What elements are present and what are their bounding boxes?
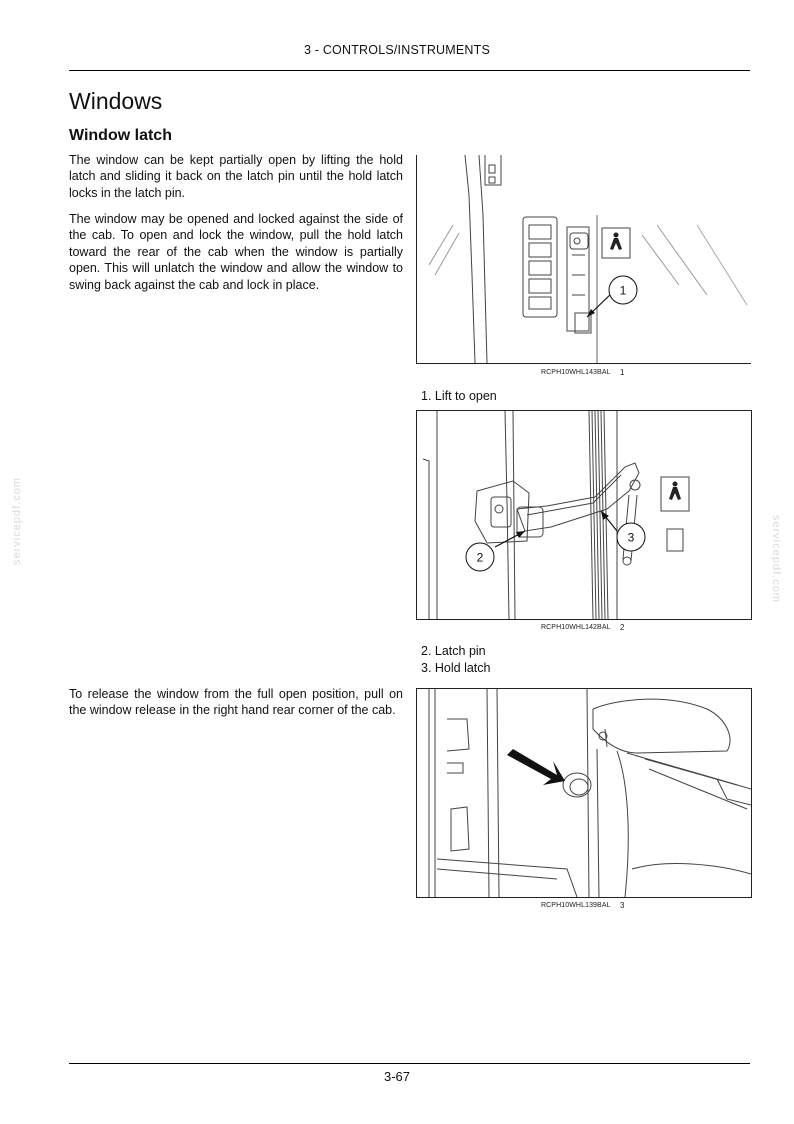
callout-1-label: 1 — [619, 283, 627, 298]
running-header: 3 - CONTROLS/INSTRUMENTS — [303, 43, 491, 57]
figure-window-latch-lift — [416, 155, 751, 364]
figure-2-legend-item-3: 3. Hold latch — [421, 661, 491, 675]
figure-2-illustration — [417, 411, 751, 619]
figure-1-code: RCPH10WHL143BAL — [541, 369, 611, 376]
paragraph-release: To release the window from the full open position, pull on the window release in the right hand rear corner of the cab. — [69, 687, 403, 718]
callout-3-label: 3 — [627, 530, 635, 545]
header-rule — [69, 70, 750, 71]
paragraph-open-and-lock: The window may be opened and locked against the side of the cab. To open and lock the window, pull the hold latch toward the rear of the cab when the window is partially open. This will unlatch the window and allow the window to swing back against the cab and lock in place. — [69, 212, 403, 292]
figure-2-code: RCPH10WHL142BAL — [541, 624, 611, 631]
page-number: 3-67 — [383, 1069, 411, 1084]
figure-latch-pin-hold-latch — [416, 410, 752, 620]
watermark-left: servicepdf.com — [11, 477, 23, 565]
figure-window-release — [416, 688, 752, 898]
figure-1-number: 1 — [620, 368, 625, 377]
paragraph-partial-open: The window can be kept partially open by lifting the hold latch and sliding it back on the latch pin until the hold latch locks in the latch pin. — [69, 153, 403, 200]
figure-3-illustration — [417, 689, 751, 897]
section-title: Window latch — [69, 127, 172, 144]
footer-rule — [69, 1063, 750, 1064]
page-title: Windows — [69, 88, 163, 114]
figure-2-legend-item-2: 2. Latch pin — [421, 644, 486, 658]
figure-1-illustration — [417, 155, 751, 363]
figure-3-number: 3 — [620, 901, 625, 910]
figure-1-legend-item: 1. Lift to open — [421, 389, 497, 403]
figure-2-number: 2 — [620, 623, 625, 632]
watermark-right: servicepdf.com — [770, 515, 782, 603]
callout-2-label: 2 — [476, 550, 484, 565]
figure-3-code: RCPH10WHL139BAL — [541, 902, 611, 909]
